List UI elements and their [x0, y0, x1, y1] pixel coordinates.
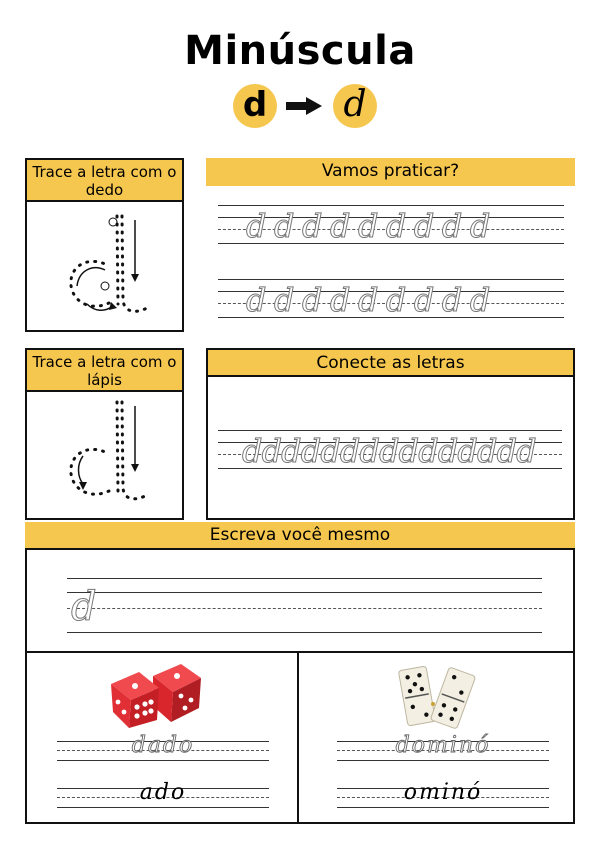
trace-finger-panel	[25, 158, 184, 332]
practice-header: Vamos praticar?	[206, 158, 575, 186]
connect-trace-letters: ddddddddddddddd	[242, 432, 536, 470]
dominoes-image	[395, 662, 479, 732]
trace-finger-label: Trace a letra com o dedo	[27, 160, 182, 202]
practice-row-1	[218, 205, 564, 247]
dado-trace-word: dado	[131, 733, 195, 758]
trace-pencil-panel	[25, 348, 184, 520]
dado-trace-row	[57, 733, 269, 761]
domino-copy-word: ominó	[403, 780, 483, 805]
write-row	[67, 578, 542, 636]
cursive-letter-badge: d	[333, 84, 377, 128]
domino-trace-row	[337, 733, 549, 761]
arrow-right-icon	[286, 97, 322, 115]
dado-copy-row	[57, 780, 269, 808]
practice-trace-letters: ddddddddd	[246, 207, 498, 245]
pencil-trace-letter-icon	[47, 396, 167, 516]
practice-trace-letters: ddddddddd	[246, 281, 498, 319]
domino-copy-row	[337, 780, 549, 808]
trace-pencil-label: Trace a letra com o lápis	[27, 350, 182, 392]
print-letter-badge: d	[233, 84, 277, 128]
practice-row-2	[218, 279, 564, 321]
domino-trace-word: dominó	[395, 733, 491, 758]
connect-row	[218, 430, 562, 472]
write-start-letter: d	[71, 584, 97, 630]
connect-panel	[206, 348, 575, 520]
write-panel	[25, 548, 575, 824]
dice-image	[109, 662, 203, 728]
write-header: Escreva você mesmo	[25, 522, 575, 548]
finger-trace-letter-icon	[47, 208, 167, 328]
dado-copy-word: ado	[139, 780, 187, 805]
page-title: Minúscula	[184, 28, 416, 74]
connect-header: Conecte as letras	[208, 350, 573, 377]
